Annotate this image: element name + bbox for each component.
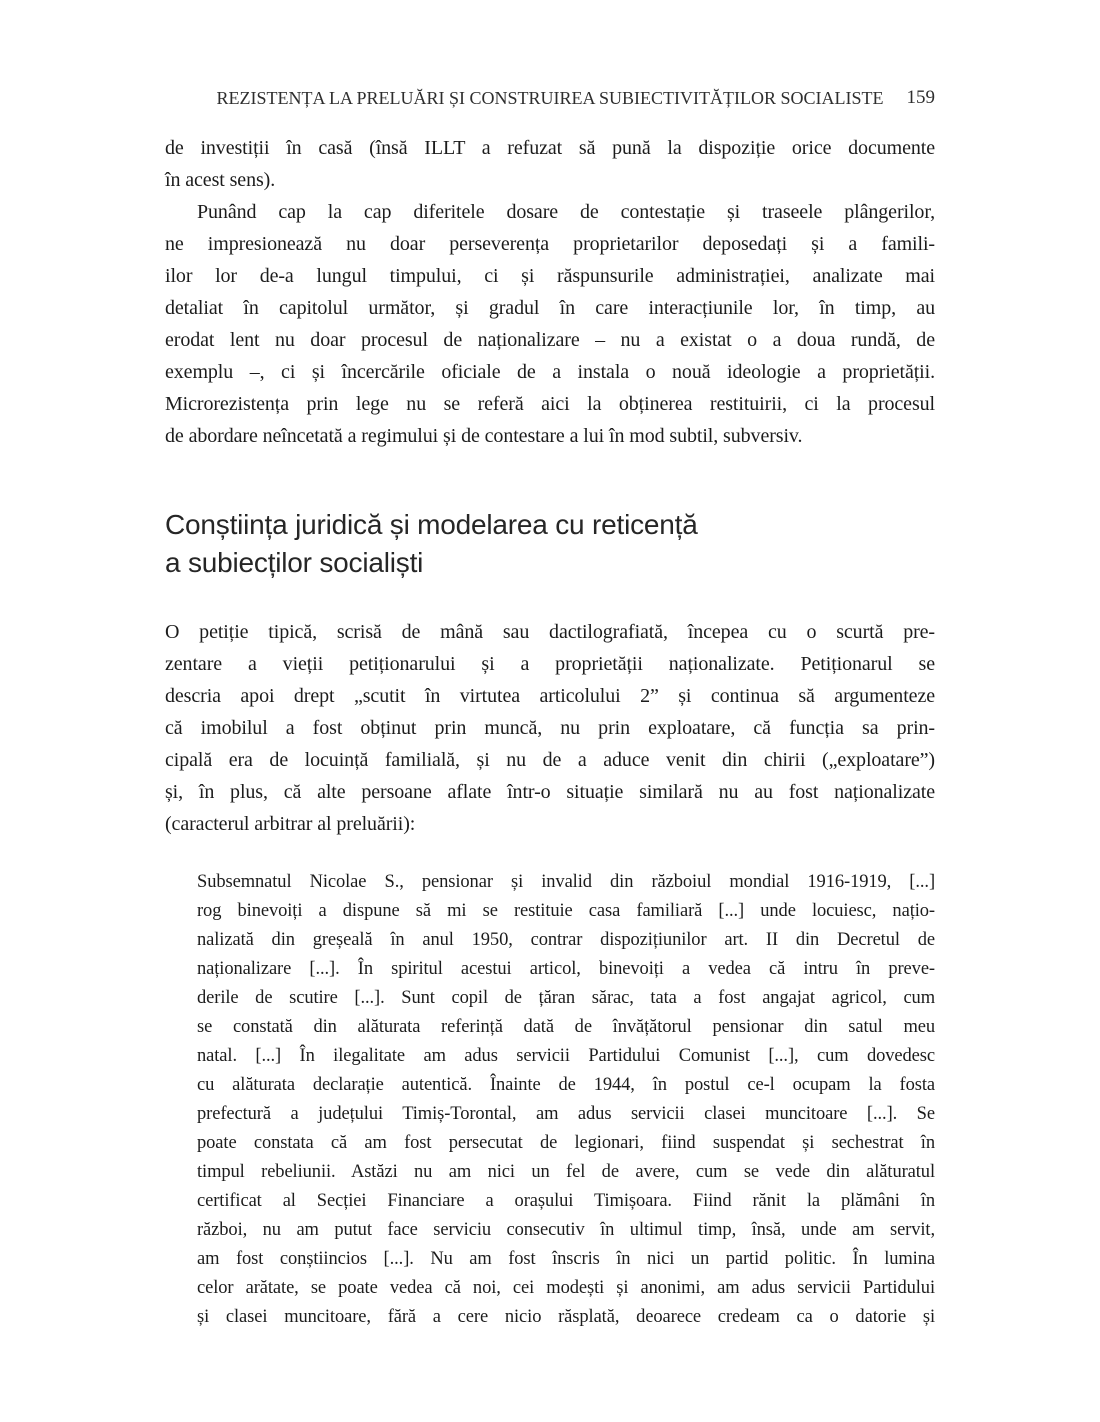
text-line: timpul rebeliunii. Astăzi nu am nici un fel de avere, cum se vede din alăturatul <box>197 1162 935 1182</box>
text-line: (caracterul arbitrar al preluării): <box>165 813 416 835</box>
running-head-title: REZISTENȚA LA PRELUĂRI ȘI CONSTRUIREA SUBIECTIVITĂȚILOR SOCIALISTE <box>216 88 884 108</box>
text-line: nalizată din greșeală în anul 1950, contrar dispozițiunilor art. II din Decretul de <box>197 930 935 950</box>
blockquote <box>165 868 935 1332</box>
page-number: 159 <box>906 87 935 108</box>
text-line: naționalizare [...]. În spiritul acestui articol, binevoiți a vedea că intru în preve- <box>197 959 935 979</box>
text-line: război, nu am putut face serviciu consecutiv în ultimul timp, însă, unde am servit, <box>197 1220 935 1240</box>
text-line: exemplu –, ci și încercările oficiale de a instala o nouă ideologie a proprietății. <box>165 361 935 383</box>
text-line: ne impresionează nu doar perseverența proprietarilor deposedați și a famili- <box>165 233 935 255</box>
text-line: se constată din alăturata referință dată de învățătorul pensionar din satul meu <box>197 1017 935 1037</box>
text-line: derile de scutire [...]. Sunt copil de țăran sărac, tata a fost angajat agricol, cum <box>197 988 935 1008</box>
text-line: cu alăturata declarație autentică. Înainte de 1944, în postul ce-l ocupam la fosta <box>197 1075 935 1095</box>
text-line: descria apoi drept „scutit în virtutea articolului 2” și continua să argumenteze <box>165 685 935 707</box>
text-line: și, în plus, că alte persoane aflate într-o situație similară nu au fost naționalizate <box>165 781 935 803</box>
text-line: cipală era de locuință familială, și nu de a aduce venit din chirii („exploatare”) <box>165 749 935 771</box>
text-line: zentare a vieții petiționarului și a proprietății naționalizate. Petiționarul se <box>165 653 935 675</box>
text-line: în acest sens). <box>165 169 276 191</box>
text-line: că imobilul a fost obținut prin muncă, nu prin exploatare, că funcția sa prin- <box>165 717 935 739</box>
text-line: de abordare neîncetată a regimului și de contestare a lui în mod subtil, subversiv. <box>165 425 803 447</box>
text-line: ilor lor de-a lungul timpului, ci și răspunsurile administrației, analizate mai <box>165 265 935 287</box>
heading-line: Conștiința juridică și modelarea cu reticență <box>165 509 698 540</box>
paragraph <box>165 196 935 452</box>
heading-line: a subiecților socialiști <box>165 547 424 578</box>
text-block <box>165 132 935 1332</box>
text-line: Subsemnatul Nicolae S., pensionar și invalid din războiul mondial 1916-1919, [...] <box>197 872 935 892</box>
paragraph <box>165 616 935 840</box>
text-line: Punând cap la cap diferitele dosare de contestație și traseele plângerilor, <box>197 201 935 223</box>
text-line: rog binevoiți a dispune să mi se restituie casa familiară [...] unde locuiesc, națio- <box>197 901 935 921</box>
text-line: am fost conștiincios [...]. Nu am fost înscris în nici un partid politic. În lumina <box>197 1249 935 1269</box>
text-line: detaliat în capitolul următor, și gradul în care interacțiunile lor, în timp, au <box>165 297 935 319</box>
text-line: poate constata că am fost persecutat de legionari, fiind suspendat și sechestrat în <box>197 1133 935 1153</box>
text-line: și clasei muncitoare, fără a cere nicio răsplată, deoarece credeam ca o datorie și <box>197 1307 935 1327</box>
section-heading <box>165 506 935 582</box>
page-header <box>165 86 935 110</box>
text-line: de investiții în casă (însă ILLT a refuzat să pună la dispoziție orice documente <box>165 137 935 159</box>
text-line: O petiție tipică, scrisă de mână sau dactilografiată, începea cu o scurtă pre- <box>165 621 935 643</box>
paragraph <box>165 132 935 196</box>
text-line: celor arătate, se poate vedea că noi, cei modești și anonimi, am adus servicii Partidului <box>197 1278 935 1298</box>
text-line: erodat lent nu doar procesul de naționalizare – nu a existat o a doua rundă, de <box>165 329 935 351</box>
text-line: prefectură a județului Timiș-Torontal, am adus servicii clasei muncitoare [...]. Se <box>197 1104 935 1124</box>
text-line: Microrezistența prin lege nu se referă aici la obținerea restituirii, ci la procesul <box>165 393 935 415</box>
text-line: natal. [...] În ilegalitate am adus servicii Partidului Comunist [...], cum dovedesc <box>197 1046 935 1066</box>
text-line: certificat al Secției Financiare a orașului Timișoara. Fiind rănit la plămâni în <box>197 1191 935 1211</box>
